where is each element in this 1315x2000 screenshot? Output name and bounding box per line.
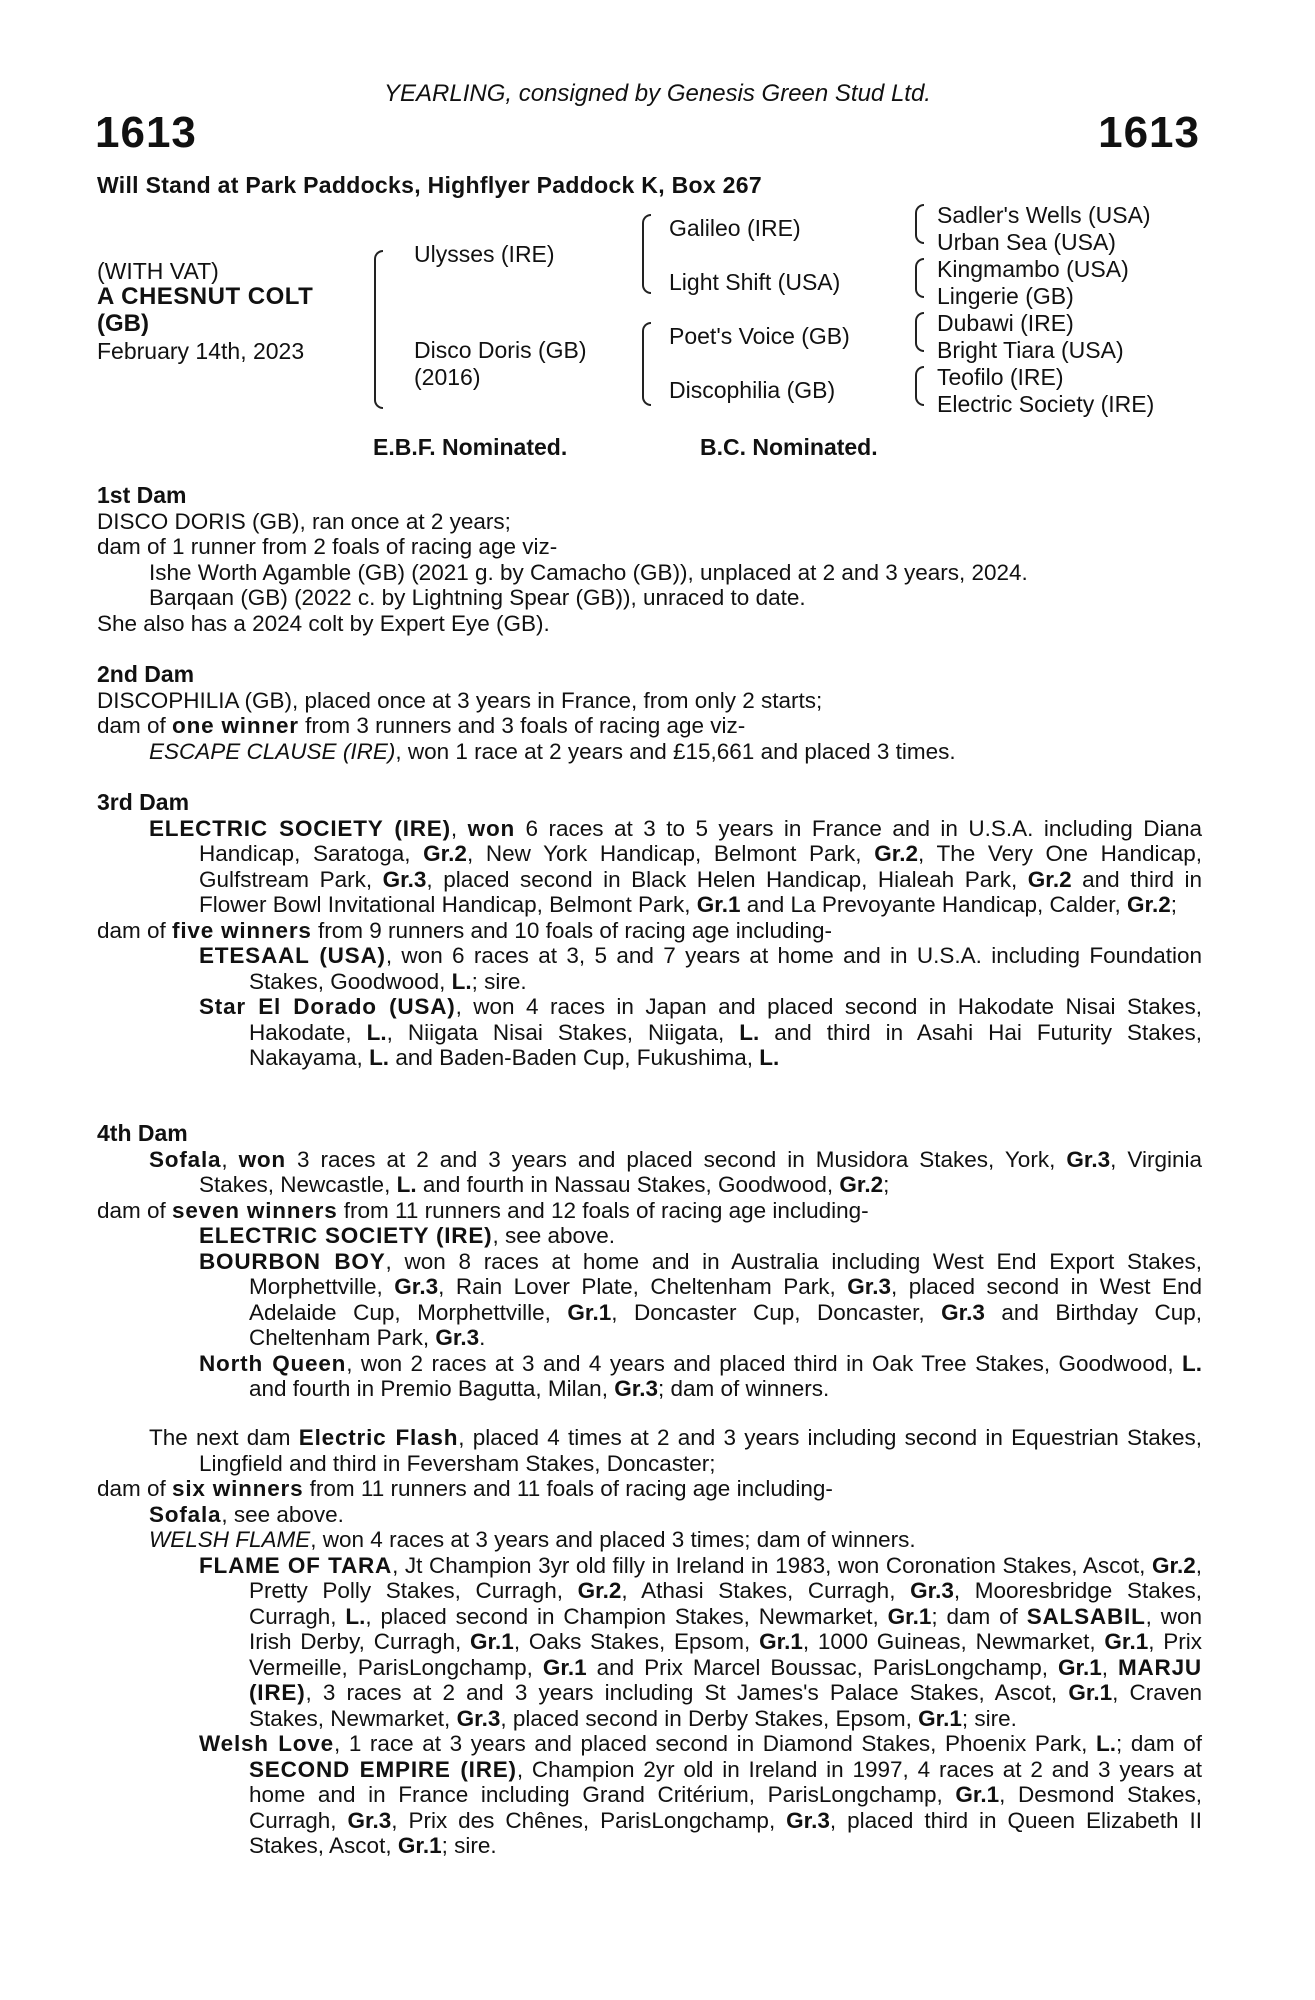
horse-ref: SALSABIL (1026, 1603, 1146, 1629)
grade: Gr.2 (1127, 892, 1171, 917)
grade: L. (739, 1019, 760, 1045)
grade: Gr.2 (1151, 1552, 1196, 1578)
sire-dam: Light Shift (USA) (669, 269, 841, 295)
grade: Gr.1 (955, 1782, 1000, 1807)
first-dam-heading: 1st Dam (97, 482, 187, 508)
horse-ref: ELECTRIC SOCIETY (IRE) (149, 815, 451, 841)
text: , Champion 2yr old in Ireland in 1997, 4 races at 2 and 3 years at home and in France including Grand Critérium, ParisLongchamp, (249, 1756, 1202, 1807)
horse-ref: BOURBON BOY (199, 1248, 386, 1274)
second-dam-line: DISCOPHILIA (GB), placed once at 3 years in France, from only 2 starts; (97, 687, 823, 713)
text: dam of (97, 1476, 173, 1501)
dam-dam: Discophilia (GB) (669, 377, 836, 403)
text: , The Very One Handicap, Gulfstream Park, (199, 841, 1202, 892)
text: , placed second in Black Helen Handicap, Hialeah Park, (426, 866, 1028, 892)
gen3-3: Kingmambo (USA) (937, 256, 1129, 282)
text: , won Irish Derby, Curragh, (249, 1603, 1203, 1654)
horse-ref: Sofala (149, 1146, 222, 1172)
produce-item (97, 739, 1202, 765)
produce-item (97, 994, 1202, 1071)
sire-name: Ulysses (IRE) (414, 241, 555, 267)
dam-year: (2016) (414, 364, 481, 390)
text: and Prix Marcel Boussac, ParisLongchamp, (586, 1654, 1058, 1680)
grade: Gr.3 (456, 1705, 501, 1731)
gen3-8: Electric Society (IRE) (937, 391, 1155, 417)
brace-galileo (915, 204, 924, 244)
text: and third in Flower Bowl Invitational Handicap, Belmont Park, (199, 866, 1203, 917)
grade: Gr.1 (696, 892, 741, 917)
produce-item (97, 1502, 1202, 1528)
grade: Gr.3 (347, 1807, 392, 1833)
won: won (238, 1146, 286, 1172)
gen3-1: Sadler's Wells (USA) (937, 202, 1151, 228)
horse-ref: ETESAAL (USA) (199, 943, 386, 968)
text: , (1101, 1654, 1118, 1680)
horse-ref: SECOND EMPIRE (IRE) (249, 1756, 517, 1782)
brace-light-shift (915, 258, 924, 298)
grade: L. (1096, 1731, 1116, 1756)
text: , placed second in Champion Stakes, Newmarket, (365, 1603, 888, 1629)
grade: Gr.3 (941, 1299, 985, 1325)
grade: Gr.2 (874, 841, 918, 866)
grade: Gr.1 (542, 1654, 587, 1680)
grade: Gr.1 (1104, 1629, 1149, 1654)
grade: Gr.1 (887, 1603, 932, 1629)
produce-item: Ishe Worth Agamble (GB) (2021 g. by Camacho (GB)), unplaced at 2 and 3 years, 2024. (149, 559, 1028, 585)
next-dam-section (97, 1425, 1202, 1859)
text: , placed third in Queen Elizabeth II Stakes, Ascot, (249, 1807, 1202, 1858)
sire-sire: Galileo (IRE) (669, 215, 801, 241)
grade: Gr.2 (577, 1578, 622, 1603)
gen3-7: Teofilo (IRE) (937, 364, 1064, 390)
fourth-dam-heading: 4th Dam (97, 1120, 188, 1146)
winner-count: seven winners (172, 1197, 338, 1223)
text: The next dam (149, 1425, 299, 1450)
horse-ref: MARJU (IRE) (249, 1654, 1202, 1705)
text: 3 races at 2 and 3 years and placed second in Musidora Stakes, York, (285, 1146, 1067, 1172)
next-dam-record (97, 1425, 1202, 1476)
grade: L. (369, 1045, 390, 1070)
dam-sire: Poet's Voice (GB) (669, 323, 850, 349)
fourth-dam-record (97, 1147, 1202, 1198)
grade: Gr.1 (1057, 1654, 1102, 1680)
text: and fourth in Nassau Stakes, Goodwood, (416, 1172, 840, 1197)
grade: Gr.3 (847, 1274, 892, 1299)
text: ; sire. (471, 968, 527, 994)
grade: Gr.3 (394, 1274, 439, 1299)
text: , 3 races at 2 and 3 years including St James's Palace Stakes, Ascot, (305, 1680, 1069, 1705)
first-dam-section (97, 483, 1202, 636)
grade: Gr.1 (567, 1299, 612, 1325)
second-dam-section (97, 662, 1202, 764)
grade: L. (396, 1172, 417, 1197)
grade: Gr.3 (614, 1376, 658, 1401)
winner-count: one winner (172, 713, 299, 738)
gen3-6: Bright Tiara (USA) (937, 337, 1124, 363)
grade: Gr.2 (839, 1172, 884, 1197)
text: from 9 runners and 10 foals of racing age including- (311, 917, 833, 943)
text: , Craven Stakes, Newmarket, (249, 1680, 1202, 1731)
grade: L. (345, 1603, 366, 1629)
horse-ref: ESCAPE CLAUSE (IRE) (149, 738, 396, 764)
won: won (467, 815, 516, 841)
first-dam-produce-line: dam of 1 runner from 2 foals of racing age viz- (97, 534, 558, 559)
text: from 11 runners and 12 foals of racing age including- (337, 1197, 869, 1223)
grade: Gr.2 (423, 841, 467, 866)
text: , won 4 races in Japan and placed second in Hakodate Nisai Stakes, Hakodate, (249, 994, 1202, 1045)
horse-ref: ELECTRIC SOCIETY (IRE) (199, 1223, 493, 1248)
text: . (479, 1325, 486, 1350)
third-dam-record (97, 816, 1202, 918)
dam-name: Disco Doris (GB) (414, 337, 587, 363)
grade: L. (759, 1045, 780, 1070)
text: , Prix des Chênes, ParisLongchamp, (391, 1807, 787, 1833)
stand-location: Will Stand at Park Paddocks, Highflyer Paddock K, Box 267 (97, 172, 762, 198)
text: ; (883, 1172, 890, 1197)
text: ; dam of (1116, 1731, 1202, 1756)
text: , won 2 races at 3 and 4 years and placed third in Oak Tree Stakes, Goodwood, (346, 1350, 1182, 1376)
text: , Prix Vermeille, ParisLongchamp, (249, 1629, 1202, 1680)
produce-item (97, 1731, 1202, 1859)
text: , placed second in Derby Stakes, Epsom, (500, 1705, 919, 1731)
text: , Oaks Stakes, Epsom, (513, 1629, 760, 1654)
first-dam-note: She also has a 2024 colt by Expert Eye (GB). (97, 610, 550, 636)
text: , placed second in West End Adelaide Cup, Morphettville, (249, 1274, 1202, 1325)
text: and La Prevoyante Handicap, Calder, (740, 892, 1128, 917)
text: , Athasi Stakes, Curragh, (621, 1578, 911, 1603)
next-dam-produce-line (97, 1476, 1202, 1502)
produce-item (97, 1223, 1202, 1249)
horse-ref: Welsh Love (199, 1731, 334, 1756)
grade: Gr.1 (918, 1705, 962, 1731)
text: from 11 runners and 11 foals of racing age including- (303, 1476, 833, 1501)
text: , New York Handicap, Belmont Park, (466, 841, 875, 866)
third-dam-heading: 3rd Dam (97, 789, 190, 815)
gen3-2: Urban Sea (USA) (937, 229, 1116, 255)
brace-sire-parents (642, 214, 651, 294)
grade: Gr.3 (910, 1578, 954, 1603)
fourth-dam-section (97, 1121, 1202, 1402)
text: , see above. (221, 1501, 344, 1527)
text: , see above. (492, 1223, 616, 1248)
text: and third in Asahi Hai Futurity Stakes, Nakayama, (249, 1019, 1202, 1070)
horse-name: A CHESNUT COLT (97, 283, 314, 310)
text: , Mooresbridge Stakes, Curragh, (249, 1578, 1202, 1629)
horse-ref: WELSH FLAME (149, 1527, 311, 1552)
horse-ref: Sofala (149, 1501, 222, 1527)
lot-number-right: 1613 (1098, 108, 1200, 157)
horse-origin: (GB) (97, 310, 149, 337)
grade: Gr.1 (1068, 1680, 1113, 1705)
grade: Gr.1 (470, 1629, 514, 1654)
gen3-5: Dubawi (IRE) (937, 310, 1074, 336)
winner-count: five winners (172, 917, 312, 943)
brace-poets-voice (915, 312, 924, 352)
text: from 3 runners and 3 foals of racing age viz- (298, 713, 746, 738)
grade: Gr.1 (397, 1833, 442, 1858)
bc-nomination: B.C. Nominated. (700, 434, 878, 460)
text: and Baden-Baden Cup, Fukushima, (389, 1045, 760, 1070)
grade: Gr.3 (382, 866, 427, 892)
text: ; (1170, 892, 1178, 917)
produce-item (97, 943, 1202, 994)
produce-item (97, 1553, 1202, 1732)
grade: Gr.1 (759, 1629, 803, 1654)
produce-item (97, 1527, 1202, 1553)
text: dam of (97, 1197, 173, 1223)
gen3-4: Lingerie (GB) (937, 283, 1074, 309)
text: , won 8 races at home and in Australia including West End Export Stakes, Morphettville, (249, 1248, 1203, 1299)
text: ; sire. (441, 1833, 497, 1858)
text: , (450, 815, 468, 841)
text: , Desmond Stakes, Curragh, (249, 1782, 1203, 1833)
grade: Gr.2 (1027, 866, 1072, 892)
winner-count: six winners (172, 1476, 304, 1501)
second-dam-heading: 2nd Dam (97, 661, 195, 687)
text: and fourth in Premio Bagutta, Milan, (249, 1376, 615, 1401)
text: , Doncaster Cup, Doncaster, (611, 1299, 942, 1325)
third-dam-section (97, 790, 1202, 1071)
text: , won 1 race at 2 years and £15,661 and placed 3 times. (395, 738, 956, 764)
text: dam of (97, 917, 173, 943)
text: , won 6 races at 3, 5 and 7 years at home and in U.S.A. including Foundation Stakes, Goodwood, (249, 943, 1202, 994)
grade: L. (1182, 1350, 1202, 1376)
text: , placed 4 times at 2 and 3 years including second in Equestrian Stakes, Lingfield and third in Feversham Stakes, Doncaster; (199, 1425, 1202, 1476)
text: , Virginia Stakes, Newcastle, (199, 1146, 1202, 1197)
vat-note: (WITH VAT) (97, 258, 219, 284)
grade: Gr.3 (786, 1807, 830, 1833)
brace-discophilia (915, 366, 924, 406)
second-dam-produce-line (97, 713, 1202, 739)
text: ; sire. (961, 1705, 1017, 1731)
text: ; dam of winners. (657, 1376, 830, 1401)
horse-ref: Electric Flash (298, 1425, 459, 1450)
third-dam-produce-line (97, 918, 1202, 944)
grade: L. (366, 1019, 387, 1045)
brace-dam-parents (642, 322, 651, 406)
brace-parents (374, 250, 383, 409)
text: and Birthday Cup, Cheltenham Park, (249, 1299, 1203, 1350)
consignment-line: YEARLING, consigned by Genesis Green Stud Ltd. (384, 80, 931, 107)
fourth-dam-produce-line (97, 1198, 1202, 1224)
text: ; dam of (931, 1603, 1027, 1629)
foaling-date: February 14th, 2023 (97, 338, 305, 364)
lot-number-left: 1613 (95, 108, 197, 157)
text: , won 4 races at 3 years and placed 3 times; dam of winners. (310, 1527, 916, 1552)
produce-item (97, 1351, 1202, 1402)
text: , Rain Lover Plate, Cheltenham Park, (438, 1274, 848, 1299)
ebf-nomination: E.B.F. Nominated. (373, 434, 568, 460)
grade: L. (451, 968, 472, 994)
first-dam-line: DISCO DORIS (GB), ran once at 2 years; (97, 508, 511, 534)
horse-ref: FLAME OF TARA (199, 1552, 393, 1578)
produce-item: Barqaan (GB) (2022 c. by Lightning Spear (GB)), unraced to date. (149, 585, 806, 610)
grade: Gr.3 (435, 1325, 480, 1350)
text: , Pretty Polly Stakes, Curragh, (249, 1552, 1202, 1603)
text: , Niigata Nisai Stakes, Niigata, (386, 1019, 740, 1045)
text: , 1000 Guineas, Newmarket, (802, 1629, 1105, 1654)
horse-ref: North Queen (199, 1350, 347, 1376)
text: 6 races at 3 to 5 years in France and in U.S.A. including Diana Handicap, Saratoga, (199, 815, 1202, 866)
text: dam of (97, 713, 173, 738)
text: , (221, 1146, 239, 1172)
horse-ref: Star El Dorado (USA) (199, 994, 456, 1019)
text: , Jt Champion 3yr old filly in Ireland in 1983, won Coronation Stakes, Ascot, (392, 1552, 1152, 1578)
grade: Gr.3 (1066, 1146, 1111, 1172)
produce-item (97, 1249, 1202, 1351)
text: , 1 race at 3 years and placed second in Diamond Stakes, Phoenix Park, (333, 1731, 1096, 1756)
